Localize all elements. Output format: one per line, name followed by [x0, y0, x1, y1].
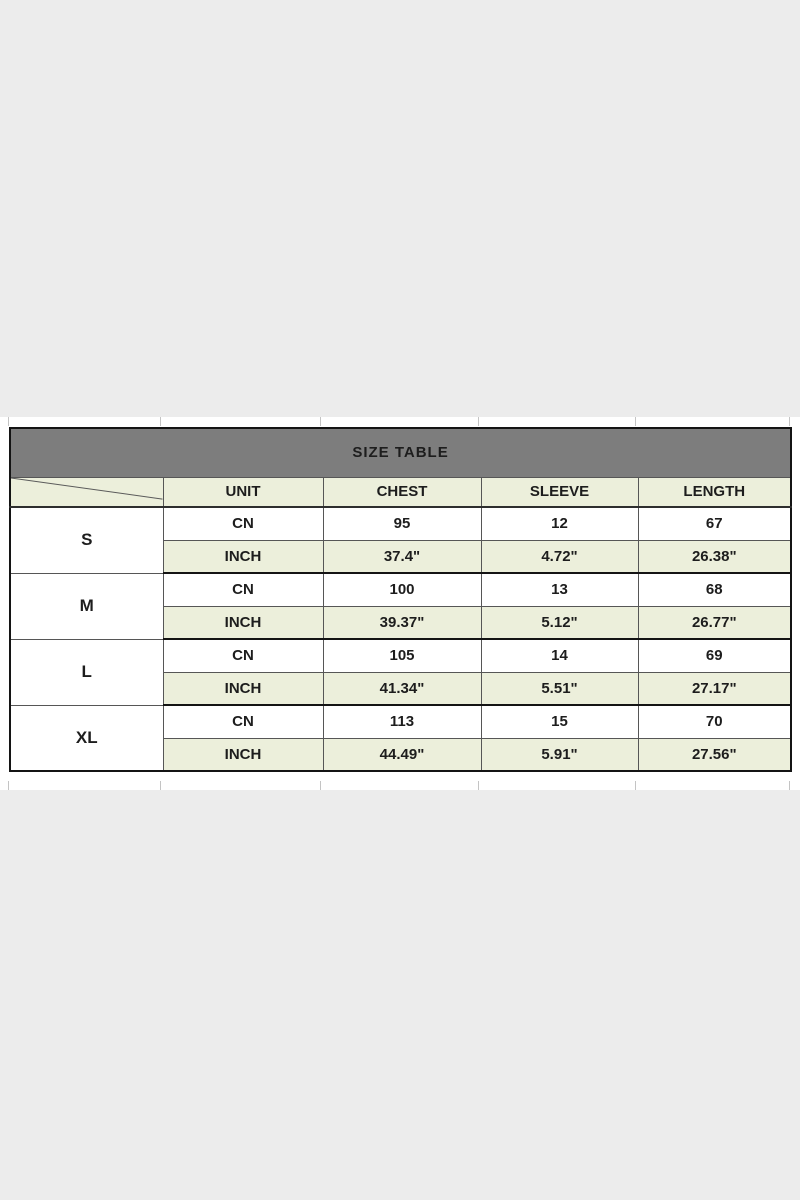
- sleeve-cell: 5.51": [481, 672, 638, 705]
- size-label-cell: M: [10, 573, 163, 639]
- chest-cell: 41.34": [323, 672, 481, 705]
- chest-cell: 39.37": [323, 606, 481, 639]
- gridline-tick: [320, 417, 321, 426]
- length-cell: 27.56": [638, 738, 791, 771]
- table-title-row: [10, 428, 791, 477]
- sleeve-cell: 5.91": [481, 738, 638, 771]
- spreadsheet-strip: [0, 417, 800, 790]
- unit-cell: INCH: [163, 606, 323, 639]
- length-cell: 26.77": [638, 606, 791, 639]
- gridline-tick: [635, 781, 636, 790]
- sleeve-cell: 13: [481, 573, 638, 606]
- corner-diagonal-cell: [10, 477, 163, 507]
- size-label-cell: S: [10, 507, 163, 573]
- chest-cell: 105: [323, 639, 481, 672]
- unit-cell: CN: [163, 639, 323, 672]
- table-row: [10, 507, 791, 540]
- gridline-tick: [320, 781, 321, 790]
- unit-cell: INCH: [163, 672, 323, 705]
- chest-cell: 44.49": [323, 738, 481, 771]
- column-header-length: LENGTH: [638, 477, 791, 507]
- size-label-cell: L: [10, 639, 163, 705]
- unit-cell: CN: [163, 507, 323, 540]
- sleeve-cell: 4.72": [481, 540, 638, 573]
- size-table: [9, 427, 792, 772]
- unit-cell: INCH: [163, 738, 323, 771]
- length-cell: 27.17": [638, 672, 791, 705]
- sleeve-cell: 14: [481, 639, 638, 672]
- column-header-unit: UNIT: [163, 477, 323, 507]
- length-cell: 68: [638, 573, 791, 606]
- gridline-tick: [8, 417, 9, 426]
- length-cell: 67: [638, 507, 791, 540]
- unit-cell: INCH: [163, 540, 323, 573]
- column-header-sleeve: SLEEVE: [481, 477, 638, 507]
- table-row: [10, 705, 791, 738]
- length-cell: 69: [638, 639, 791, 672]
- chest-cell: 95: [323, 507, 481, 540]
- table-row: [10, 639, 791, 672]
- sleeve-cell: 5.12": [481, 606, 638, 639]
- gridline-tick: [160, 417, 161, 426]
- table-header-row: [10, 477, 791, 507]
- gridline-tick: [789, 781, 790, 790]
- gridline-tick: [160, 781, 161, 790]
- length-cell: 70: [638, 705, 791, 738]
- diagonal-line-icon: [11, 478, 163, 507]
- unit-cell: CN: [163, 705, 323, 738]
- sleeve-cell: 15: [481, 705, 638, 738]
- table-row: [10, 573, 791, 606]
- size-label-cell: XL: [10, 705, 163, 771]
- gridline-tick: [478, 781, 479, 790]
- gridline-tick: [8, 781, 9, 790]
- sleeve-cell: 12: [481, 507, 638, 540]
- chest-cell: 37.4": [323, 540, 481, 573]
- gridline-tick: [789, 417, 790, 426]
- unit-cell: CN: [163, 573, 323, 606]
- gridline-tick: [635, 417, 636, 426]
- column-header-chest: CHEST: [323, 477, 481, 507]
- gridline-tick: [478, 417, 479, 426]
- chest-cell: 100: [323, 573, 481, 606]
- size-table-title: SIZE TABLE: [10, 428, 791, 477]
- length-cell: 26.38": [638, 540, 791, 573]
- chest-cell: 113: [323, 705, 481, 738]
